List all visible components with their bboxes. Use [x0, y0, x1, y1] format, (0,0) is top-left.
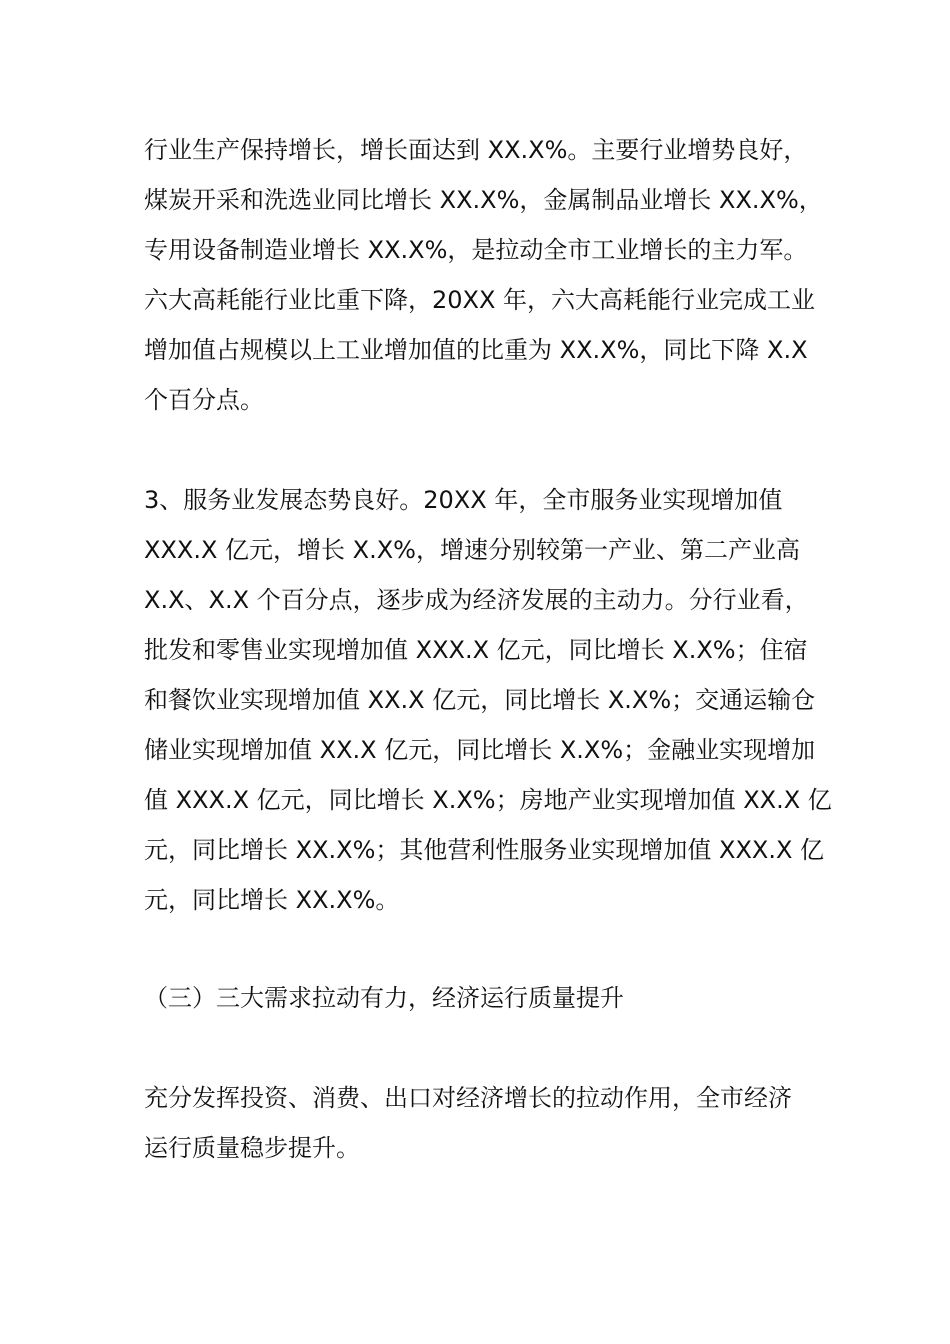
text-line: X.X、X.X 个百分点，逐步成为经济发展的主动力。分行业看， — [144, 586, 809, 614]
text-line: 批发和零售业实现增加值 XXX.X 亿元，同比增长 X.X%；住宿 — [144, 636, 808, 664]
text-line: 值 XXX.X 亿元，同比增长 X.X%；房地产业实现增加值 XX.X 亿 — [144, 786, 832, 814]
text-line: XXX.X 亿元，增长 X.X%，增速分别较第一产业、第二产业高 — [144, 536, 800, 564]
text-line: 元，同比增长 XX.X%；其他营利性服务业实现增加值 XXX.X 亿 — [144, 836, 825, 864]
text-line: 运行质量稳步提升。 — [144, 1134, 360, 1162]
text-line: 和餐饮业实现增加值 XX.X 亿元，同比增长 X.X%；交通运输仓 — [144, 686, 816, 714]
text-line: 行业生产保持增长，增长面达到 XX.X%。主要行业增势良好， — [144, 136, 808, 164]
section-heading: （三）三大需求拉动有力，经济运行质量提升 — [144, 984, 624, 1012]
text-line: 专用设备制造业增长 XX.X%，是拉动全市工业增长的主力军。 — [144, 236, 808, 264]
text-line: 个百分点。 — [144, 386, 264, 414]
text-line: 充分发挥投资、消费、出口对经济增长的拉动作用，全市经济 — [144, 1084, 792, 1112]
text-line: 六大高耗能行业比重下降，20XX 年，六大高耗能行业完成工业 — [144, 286, 816, 314]
text-line: 煤炭开采和洗选业同比增长 XX.X%，金属制品业增长 XX.X%， — [144, 186, 823, 214]
text-line: 元，同比增长 XX.X%。 — [144, 886, 400, 914]
text-line: 增加值占规模以上工业增加值的比重为 XX.X%，同比下降 X.X — [144, 336, 808, 364]
text-line: 3、服务业发展态势良好。20XX 年，全市服务业实现增加值 — [144, 486, 783, 514]
text-line: 储业实现增加值 XX.X 亿元，同比增长 X.X%；金融业实现增加 — [144, 736, 816, 764]
